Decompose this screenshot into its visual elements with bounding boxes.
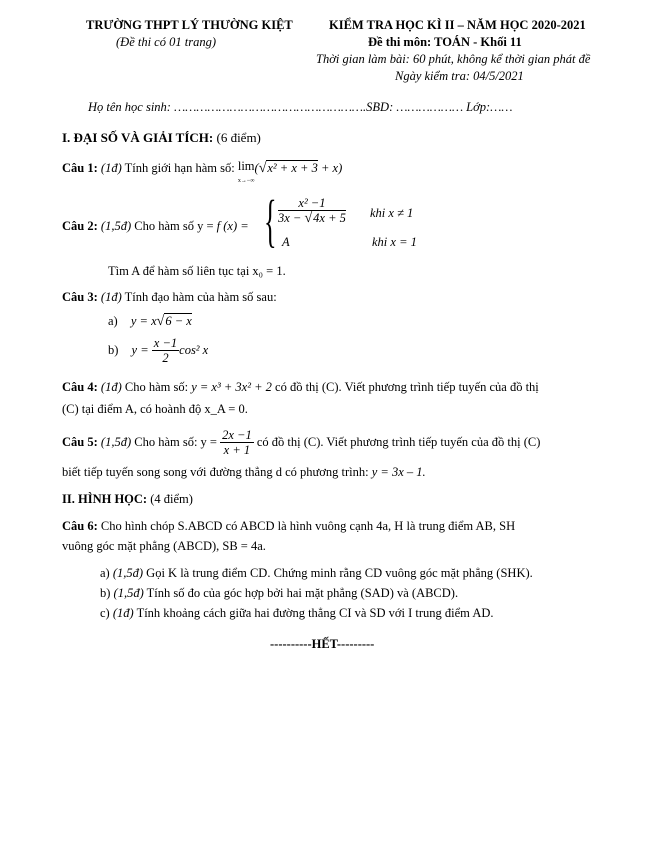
question-1: Câu 1: (1đ) Tính giới hạn hàm số: lim x→−∞(√x² + x + 3 + x)	[62, 160, 342, 187]
q3-a-expr: y = x	[130, 314, 157, 328]
q5-line2-pre: biết tiếp tuyến song song với đường thẳng d có phương trình:	[62, 465, 369, 479]
q6-part-a	[100, 566, 533, 581]
end-mark: ----------HẾT---------	[270, 637, 375, 651]
q5-label: Câu 5:	[62, 435, 98, 449]
q6-b-points: (1,5đ)	[113, 586, 144, 600]
q2-task: Tìm A để hàm số liên tục tại x₀ = 1.	[108, 264, 286, 278]
q1-points: (1đ)	[100, 161, 122, 175]
q6-line2: vuông góc mặt phẳng (ABCD), SB = 4a.	[62, 539, 266, 553]
q3-b-den: 2	[162, 351, 169, 365]
exam-subject: Đề thi môn: TOÁN - Khối 11	[368, 35, 522, 49]
question-5	[62, 428, 540, 457]
pages-note: (Đề thi có 01 trang)	[116, 35, 216, 49]
q4-points: (1đ)	[100, 380, 122, 394]
q6-a-text: Gọi K là trung điểm CD. Chứng minh rằng CD vuông góc mặt phẳng (SHK).	[146, 566, 533, 580]
q2-case2-val: A	[282, 235, 290, 249]
q2-text: Cho hàm số y =	[134, 219, 217, 233]
q4-line2: (C) tại điểm A, có hoành độ x_A = 0.	[62, 402, 248, 416]
q2-func: f (x) =	[216, 219, 249, 233]
question-4	[62, 380, 539, 395]
q4-label: Câu 4:	[62, 380, 98, 394]
q3-part-a: a) y = x√6 − x	[108, 314, 192, 329]
q6-b-text: Tính số đo của góc hợp bởi hai mặt phẳng (SAD) và (ABCD).	[146, 586, 459, 600]
q3-label: Câu 3:	[62, 290, 98, 304]
q2-case2-cond: khi x = 1	[372, 235, 417, 249]
q6-a-points: (1,5đ)	[112, 566, 144, 580]
q5-den: x + 1	[223, 443, 251, 457]
q3-b-num: x −1	[153, 336, 178, 350]
q2-label: Câu 2:	[62, 219, 98, 233]
q5-line2	[62, 465, 426, 480]
q4-pre: Cho hàm số:	[124, 380, 189, 394]
q1-limit	[238, 160, 255, 187]
q5-num: 2x −1	[222, 428, 252, 442]
q2-points: (1,5đ)	[100, 219, 132, 233]
section1-points: (6 điểm)	[216, 130, 261, 145]
q6-c-points: (1đ)	[112, 606, 134, 620]
q2-case1-num: x² −1	[278, 196, 346, 211]
question-6	[62, 519, 515, 534]
q1-text: Tính giới hạn hàm số:	[124, 161, 235, 175]
section2-title: II. HÌNH HỌC:	[62, 492, 148, 506]
q3-b-tail: cos² x	[179, 343, 209, 357]
lim-word: lim	[237, 159, 255, 173]
q1-radicand: x² + x + 3	[267, 161, 318, 175]
q2-case1-den-b: 4x + 5	[313, 211, 346, 225]
q3-b-label: b)	[108, 343, 119, 357]
q2-case1: $\frac{\text{x² −1}}{3x - √4x + 5}$	[278, 196, 346, 226]
lim-sub: x→−∞	[237, 178, 255, 184]
q3-part-b	[108, 336, 208, 365]
exam-time: Thời gian làm bài: 60 phút, không kể thời gian phát đề	[316, 52, 591, 66]
q3-text: Tính đạo hàm của hàm số sau:	[124, 290, 277, 304]
section2-points: (4 điểm)	[150, 492, 193, 506]
q1-label: Câu 1:	[62, 161, 98, 175]
q3-a-radicand: 6 − x	[165, 314, 192, 328]
q2-case1-cond: khi x ≠ 1	[370, 206, 414, 220]
q2-case1-den-a: 3x −	[278, 211, 305, 225]
school-name: TRƯỜNG THPT LÝ THƯỜNG KIỆT	[86, 18, 293, 32]
q4-post: có đồ thị (C). Viết phương trình tiếp tuyến của đồ thị	[275, 380, 539, 394]
q5-pre: Cho hàm số: y =	[134, 435, 217, 449]
q4-expr: y = x³ + 3x² + 2	[191, 380, 272, 394]
q3-b-expr: y =	[131, 343, 149, 357]
exam-title: KIỂM TRA HỌC KÌ II – NĂM HỌC 2020-2021	[329, 18, 586, 32]
q6-label: Câu 6:	[62, 519, 98, 533]
q6-b-label: b)	[100, 586, 111, 600]
q6-c-text: Tính khoảng cách giữa hai đường thẳng CI và SD với I trung điểm AD.	[136, 606, 494, 620]
q5-points: (1,5đ)	[100, 435, 132, 449]
section1-heading	[62, 130, 261, 146]
section1-title: I. ĐẠI SỐ VÀ GIẢI TÍCH:	[62, 130, 214, 145]
q1-tail: + x)	[317, 161, 343, 175]
q2-brace: {	[264, 188, 277, 253]
q5-post: có đồ thị (C). Viết phương trình tiếp tuyến của đồ thị (C)	[256, 435, 541, 449]
q6-part-b	[100, 586, 458, 601]
q3-points: (1đ)	[100, 290, 122, 304]
q3-a-label: a)	[108, 314, 118, 328]
exam-date: Ngày kiểm tra: 04/5/2021	[395, 69, 524, 83]
q5-line2-expr: y = 3x – 1.	[371, 465, 426, 479]
section2-heading	[62, 492, 193, 507]
student-info-line: Họ tên học sinh: …………………………………………….SBD: ……………… Lớp:……	[88, 100, 513, 114]
q6-c-label: c)	[100, 606, 110, 620]
q6-line1: Cho hình chóp S.ABCD có ABCD là hình vuông cạnh 4a, H là trung điểm AB, SH	[100, 519, 516, 533]
question-3	[62, 290, 277, 305]
question-2	[62, 219, 249, 234]
q6-part-c	[100, 606, 494, 621]
q6-a-label: a)	[100, 566, 110, 580]
